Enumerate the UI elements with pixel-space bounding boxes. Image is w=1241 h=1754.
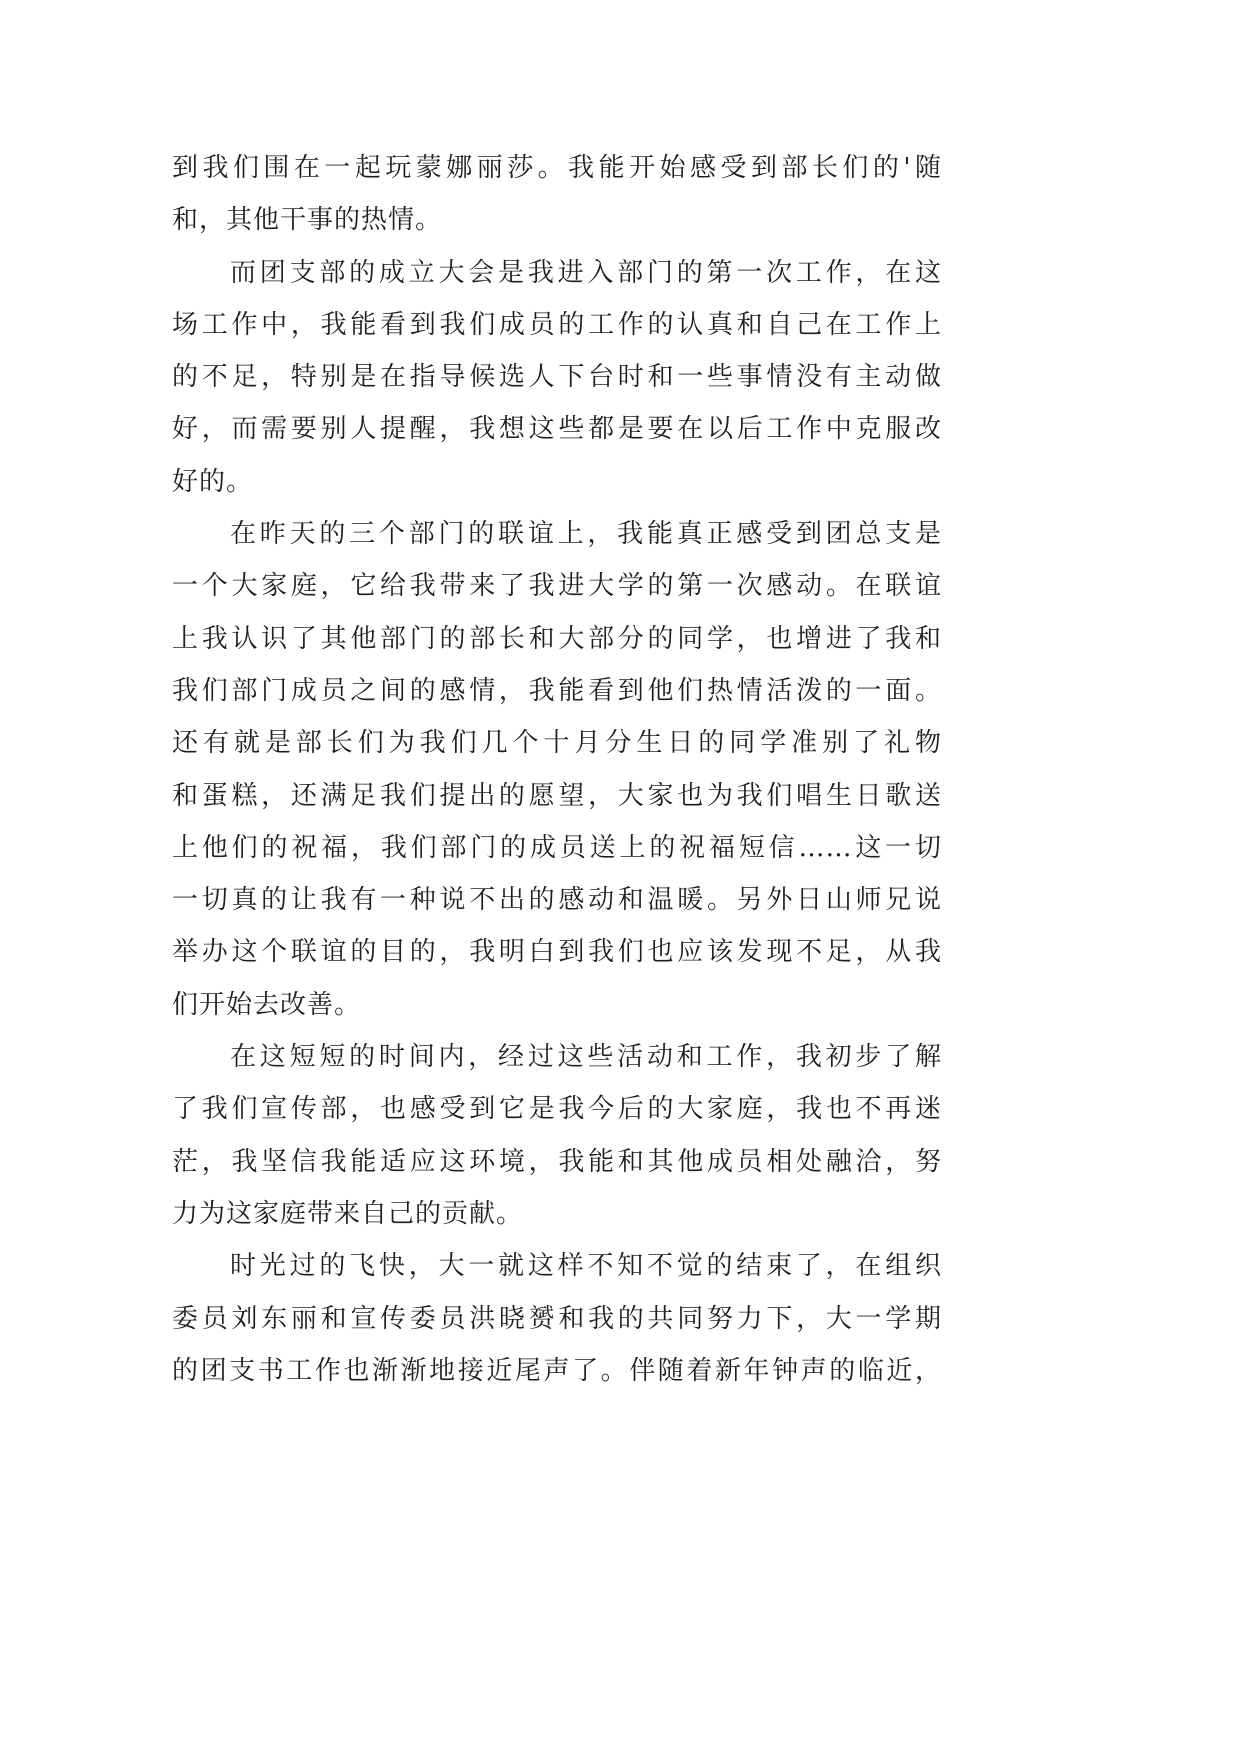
text-line: 好，而需要别人提醒，我想这些都是要在以后工作中克服改 bbox=[172, 414, 942, 445]
document-body bbox=[172, 142, 942, 1397]
text-line: 委员刘东丽和宣传委员洪晓赟和我的共同努力下，大一学期 bbox=[172, 1303, 942, 1334]
text-line: 上我认识了其他部门的部长和大部分的同学，也增进了我和 bbox=[172, 623, 942, 654]
text-line: 和，其他干事的热情。 bbox=[172, 205, 443, 236]
paragraph bbox=[172, 1240, 942, 1397]
paragraph bbox=[172, 508, 942, 1031]
text-line: 的团支书工作也渐渐地接近尾声了。伴随着新年钟声的临近， bbox=[172, 1355, 942, 1386]
text-line: 上他们的祝福，我们部门的成员送上的祝福短信……这一切 bbox=[172, 832, 942, 863]
paragraph bbox=[172, 142, 942, 247]
text-line: 好的。 bbox=[172, 466, 254, 497]
text-line: 到我们围在一起玩蒙娜丽莎。我能开始感受到部长们的'随 bbox=[172, 153, 942, 183]
text-line: 力为这家庭带来自己的贡献。 bbox=[172, 1198, 524, 1229]
text-line: 的不足，特别是在指导候选人下台时和一些事情没有主动做 bbox=[172, 362, 942, 393]
text-line: 一切真的让我有一种说不出的感动和温暖。另外日山师兄说 bbox=[172, 885, 942, 916]
text-line: 场工作中，我能看到我们成员的工作的认真和自己在工作上 bbox=[172, 309, 942, 340]
text-line: 而团支部的成立大会是我进入部门的第一次工作，在这 bbox=[230, 257, 942, 288]
text-line: 举办这个联谊的目的，我明白到我们也应该发现不足，从我 bbox=[172, 937, 942, 968]
text-line: 我们部门成员之间的感情，我能看到他们热情活泼的一面。 bbox=[172, 675, 942, 706]
text-line: 还有就是部长们为我们几个十月分生日的同学准别了礼物 bbox=[172, 728, 942, 759]
text-line: 在这短短的时间内，经过这些活动和工作，我初步了解 bbox=[230, 1042, 942, 1073]
text-line: 和蛋糕，还满足我们提出的愿望，大家也为我们唱生日歌送 bbox=[172, 780, 942, 811]
text-line: 在昨天的三个部门的联谊上，我能真正感受到团总支是 bbox=[230, 519, 942, 550]
text-line: 时光过的飞快，大一就这样不知不觉的结束了，在组织 bbox=[230, 1251, 942, 1282]
paragraph bbox=[172, 247, 942, 508]
text-line: 们开始去改善。 bbox=[172, 989, 362, 1020]
paragraph bbox=[172, 1031, 942, 1240]
text-line: 茫，我坚信我能适应这环境，我能和其他成员相处融洽，努 bbox=[172, 1146, 942, 1177]
text-line: 了我们宣传部，也感受到它是我今后的大家庭，我也不再迷 bbox=[172, 1094, 942, 1125]
text-line: 一个大家庭，它给我带来了我进大学的第一次感动。在联谊 bbox=[172, 571, 942, 602]
